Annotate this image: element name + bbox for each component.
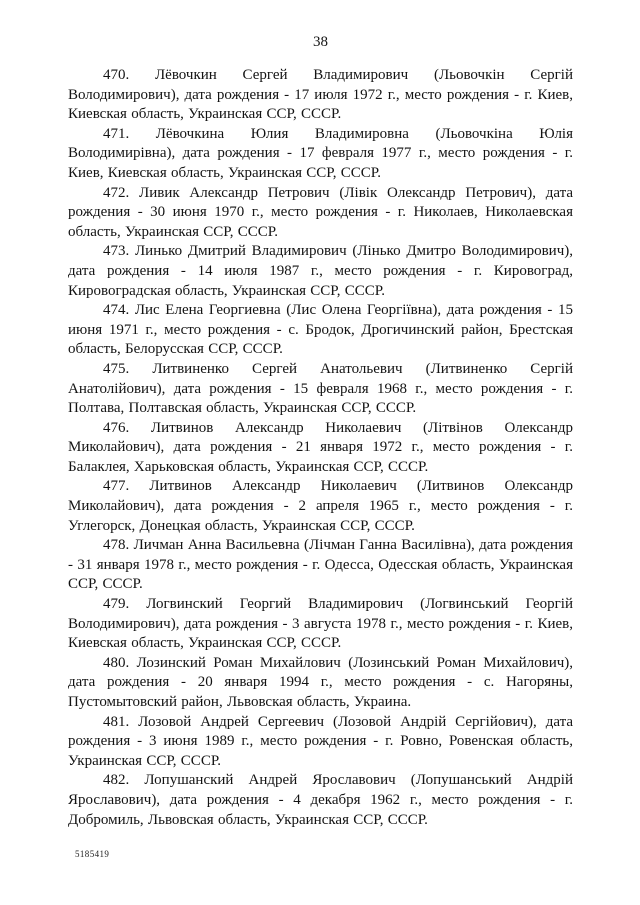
entry-number: 478. [103, 537, 130, 554]
entry-number: 477. [103, 478, 130, 495]
entry-text: Лёвочкина Юлия Владимировна (Льовочкіна Юлія Володимирівна), дата рождения - 17 февраля 1977 г., место рождения - г. Киев, Киевская область, Украинская ССР, СССР. [68, 125, 573, 181]
entry-text: Литвинов Александр Николаевич (Літвінов Олександр Миколайович), дата рождения - 21 января 1972 г., место рождения - г. Балаклея, Харьковская область, Украинская ССР, СССР. [68, 419, 573, 475]
entry-text: Лозинский Роман Михайлович (Лозинський Роман Михайлович), дата рождения - 20 января 1994 г., место рождения - с. Нагоряны, Пустомытовский район, Львовская область, Украина. [68, 654, 574, 710]
entry-text: Личман Анна Васильевна (Лічман Ганна Василівна), дата рождения - 31 января 1978 г., место рождения - г. Одесса, Одесская область, Украинская ССР, СССР. [68, 537, 573, 593]
list-entry [68, 477, 573, 536]
entry-number: 481. [103, 713, 130, 730]
list-entry [68, 184, 573, 243]
list-entry [68, 419, 573, 478]
entry-text: Ливик Александр Петрович (Лівік Олександр Петрович), дата рождения - 30 июня 1970 г., место рождения - г. Николаев, Николаевская область, Украинская ССР, СССР. [68, 184, 574, 240]
entries-list [68, 66, 573, 830]
entry-number: 470. [103, 67, 130, 83]
entry-text: Лопушанский Андрей Ярославович (Лопушанський Андрій Ярославович), дата рождения - 4 декабря 1962 г., место рождения - г. Добромиль, Львовская область, Украинская ССР, СССР. [68, 772, 573, 828]
entry-text: Логвинский Георгий Владимирович (Логвинський Георгій Володимирович), дата рождения - 3 августа 1978 г., место рождения - г. Киев, Киевская область, Украинская ССР, СССР. [68, 596, 573, 652]
list-entry [68, 536, 573, 595]
entry-text: Литвиненко Сергей Анатольевич (Литвиненко Сергій Анатолійович), дата рождения - 15 февраля 1968 г., место рождения - г. Полтава, Полтавская область, Украинская ССР, СССР. [68, 360, 574, 417]
list-entry [68, 360, 573, 419]
entry-text: Литвинов Александр Николаевич (Литвинов Олександр Миколайович), дата рождения - 2 апреля 1965 г., место рождения - г. Углегорск, Донецкая область, Украинская ССР, СССР. [68, 478, 574, 534]
list-entry [68, 595, 573, 654]
entry-number: 475. [103, 360, 130, 377]
entry-number: 482. [103, 772, 130, 789]
entry-text: Линько Дмитрий Владимирович (Лінько Дмитро Володимирович), дата рождения - 14 июля 1987 г., место рождения - г. Кировоград, Кировоградская область, Украинская ССР, СССР. [68, 243, 574, 299]
entry-text: Лис Елена Георгиевна (Лис Олена Георгіївна), дата рождения - 15 июня 1971 г., место рождения - с. Бродок, Дрогичинский район, Брестская область, Белорусская ССР, СССР. [68, 302, 573, 358]
list-entry [68, 66, 573, 125]
entry-number: 476. [103, 419, 130, 436]
entry-number: 471. [103, 125, 130, 142]
list-entry [68, 713, 573, 772]
entry-text: Лёвочкин Сергей Владимирович (Льовочкін Сергій Володимирович), дата рождения - 17 июля 1972 г., место рождения - г. Киев, Киевская область, Украинская ССР, СССР. [68, 67, 573, 123]
list-entry [68, 242, 573, 301]
list-entry [68, 654, 573, 713]
document-code: 5185419 [75, 849, 110, 859]
entry-number: 472. [103, 184, 130, 201]
entry-number: 474. [103, 302, 130, 319]
entry-number: 473. [103, 243, 130, 260]
list-entry [68, 301, 573, 360]
entry-text: Лозовой Андрей Сергеевич (Лозовой Андрій Сергійович), дата рождения - 3 июня 1989 г., место рождения - г. Ровно, Ровенская область, Украинская ССР, СССР. [68, 713, 573, 769]
entry-number: 479. [103, 596, 130, 613]
list-entry [68, 125, 573, 184]
entry-number: 480. [103, 654, 130, 671]
page-number: 38 [313, 34, 328, 50]
list-entry [68, 771, 573, 830]
